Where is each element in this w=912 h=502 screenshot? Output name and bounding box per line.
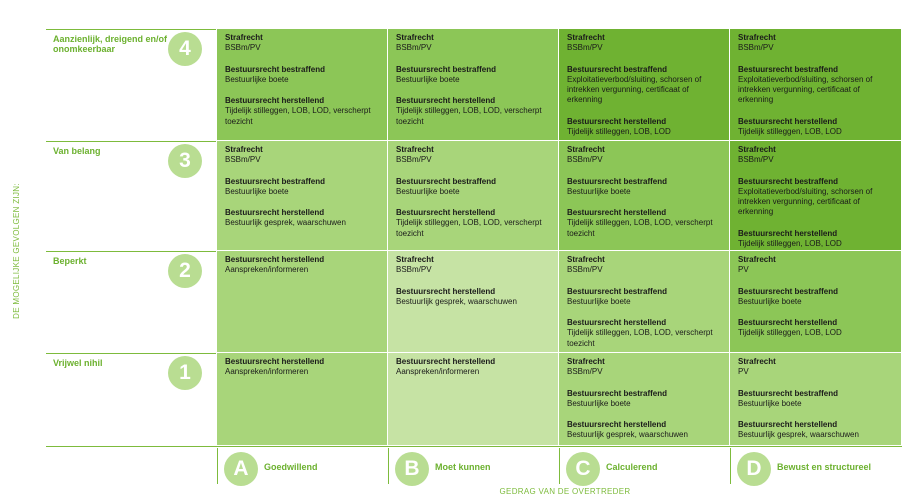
matrix-cell (730, 29, 902, 141)
matrix-cell (559, 29, 730, 141)
measure-block (567, 255, 723, 276)
measure-heading: Strafrecht (738, 145, 776, 154)
measure-block (225, 65, 381, 86)
measure-detail: BSBm/PV (396, 155, 432, 165)
matrix-cell (388, 141, 559, 251)
measure-detail: Aanspreken/informeren (225, 265, 309, 275)
measure-heading: Bestuursrecht bestraffend (567, 176, 668, 186)
measure-detail: Tijdelijk stilleggen, LOB, LOD, verscherpt toezicht (567, 328, 713, 348)
measure-detail: Aanspreken/informeren (396, 367, 480, 377)
matrix-cell (730, 353, 902, 446)
measure-heading: Strafrecht (738, 357, 776, 366)
measure-block (396, 33, 552, 54)
measure-block (567, 318, 723, 349)
measure-detail: Bestuurlijk gesprek, waarschuwen (738, 430, 859, 440)
measure-heading: Bestuursrecht herstellend (738, 228, 838, 238)
measure-detail: Bestuurlijke boete (225, 74, 289, 84)
measure-heading: Bestuursrecht herstellend (396, 357, 496, 366)
measure-detail: Bestuurlijke boete (567, 186, 631, 196)
level-badge: 1 (168, 356, 202, 390)
measure-detail: BSBm/PV (567, 367, 603, 377)
measure-heading: Bestuursrecht bestraffend (225, 64, 326, 74)
measure-block (396, 96, 552, 127)
row-head-1 (46, 353, 216, 447)
measure-block (396, 177, 552, 198)
measure-detail: Tijdelijk stilleggen, LOB, LOD, verscherpt toezicht (567, 218, 713, 238)
measure-detail: PV (738, 367, 749, 377)
level-badge: 2 (168, 254, 202, 288)
measure-heading: Bestuursrecht bestraffend (738, 388, 839, 398)
measure-heading: Strafrecht (567, 255, 605, 264)
column-label: Bewust en structureel (777, 462, 872, 472)
row-label: Vrijwel nihil (53, 358, 103, 368)
measure-detail: Exploitatieverbod/sluiting, schorsen of intrekken vergunning, certificaat of erkenning (567, 74, 702, 105)
matrix-cell (730, 141, 902, 251)
measure-detail: Bestuurlijke boete (567, 296, 631, 306)
measure-block (225, 33, 381, 54)
measure-heading: Bestuursrecht herstellend (396, 208, 496, 218)
measure-heading: Bestuursrecht herstellend (567, 420, 667, 430)
measure-block (738, 357, 895, 378)
measure-block (738, 389, 895, 410)
measure-block (567, 145, 723, 166)
measure-detail: BSBm/PV (738, 43, 774, 53)
row-head-3 (46, 141, 216, 252)
measure-detail: Bestuurlijke boete (738, 296, 802, 306)
level-badge: 4 (168, 32, 202, 66)
measure-heading: Strafrecht (567, 145, 605, 154)
column-label: Calculerend (606, 462, 658, 472)
measure-detail: Tijdelijk stilleggen, LOB, LOD (738, 239, 842, 249)
measure-block (567, 208, 723, 239)
measure-block (225, 208, 381, 229)
measure-block (396, 65, 552, 86)
matrix-cell (217, 141, 388, 251)
measure-heading: Strafrecht (567, 33, 605, 42)
matrix-cell (559, 251, 730, 353)
sanction-matrix (217, 29, 902, 446)
measure-block (738, 229, 895, 250)
row-head-2 (46, 251, 216, 354)
measure-detail: Tijdelijk stilleggen, LOB, LOD, verscherpt toezicht (225, 106, 371, 126)
level-badge: 3 (168, 144, 202, 178)
measure-block (567, 287, 723, 308)
measure-block (567, 65, 723, 106)
measure-block (567, 33, 723, 54)
row-label: Beperkt (53, 256, 87, 266)
measure-detail: Bestuurlijk gesprek, waarschuwen (567, 430, 688, 440)
measure-block (225, 96, 381, 127)
measure-heading: Strafrecht (738, 33, 776, 42)
y-axis-label: DE MOGELIJKE GEVOLGEN ZIJN: (12, 183, 21, 319)
matrix-cell (217, 251, 388, 353)
measure-heading: Bestuursrecht bestraffend (396, 64, 497, 74)
matrix-cell (217, 29, 388, 141)
col-head-d (730, 448, 902, 484)
measure-heading: Bestuursrecht herstellend (567, 318, 667, 328)
measure-heading: Bestuursrecht bestraffend (738, 286, 839, 296)
measure-detail: Bestuurlijke boete (567, 398, 631, 408)
matrix-cell (388, 353, 559, 446)
measure-detail: Bestuurlijk gesprek, waarschuwen (396, 296, 517, 306)
measure-block (738, 65, 895, 106)
matrix-cell (559, 141, 730, 251)
measure-detail: BSBm/PV (738, 155, 774, 165)
measure-block (738, 420, 895, 441)
measure-block (396, 357, 552, 378)
measure-detail: Bestuurlijke boete (396, 186, 460, 196)
measure-block (396, 208, 552, 239)
measure-heading: Bestuursrecht herstellend (567, 116, 667, 126)
measure-block (567, 357, 723, 378)
measure-heading: Bestuursrecht herstellend (738, 420, 838, 430)
measure-heading: Bestuursrecht herstellend (225, 357, 325, 366)
measure-detail: Tijdelijk stilleggen, LOB, LOD, verscherpt toezicht (396, 218, 542, 238)
x-axis-label: GEDRAG VAN DE OVERTREDER (499, 487, 631, 496)
column-label: Goedwillend (264, 462, 318, 472)
column-badge: D (737, 452, 771, 486)
measure-detail: BSBm/PV (567, 265, 603, 275)
column-label: Moet kunnen (435, 462, 491, 472)
measure-block (225, 357, 381, 378)
measure-heading: Bestuursrecht bestraffend (567, 286, 668, 296)
matrix-cell (730, 251, 902, 353)
measure-block (567, 420, 723, 441)
col-head-c (559, 448, 731, 484)
measure-heading: Bestuursrecht bestraffend (567, 388, 668, 398)
measure-block (738, 33, 895, 54)
measure-detail: Tijdelijk stilleggen, LOB, LOD, verscherpt toezicht (396, 106, 542, 126)
matrix-cell (388, 29, 559, 141)
measure-detail: BSBm/PV (567, 155, 603, 165)
measure-block (396, 287, 552, 308)
measure-block (738, 145, 895, 166)
measure-heading: Bestuursrecht herstellend (225, 96, 325, 106)
row-label: Van belang (53, 146, 101, 156)
col-head-b (388, 448, 560, 484)
measure-heading: Bestuursrecht herstellend (225, 208, 325, 218)
measure-block (567, 117, 723, 138)
measure-block (738, 117, 895, 138)
measure-detail: Tijdelijk stilleggen, LOB, LOD (567, 127, 671, 137)
measure-detail: Aanspreken/informeren (225, 367, 309, 377)
measure-heading: Bestuursrecht herstellend (738, 116, 838, 126)
matrix-cell (559, 353, 730, 446)
column-badge: C (566, 452, 600, 486)
measure-heading: Strafrecht (738, 255, 776, 264)
measure-block (738, 255, 895, 276)
measure-detail: Bestuurlijke boete (738, 398, 802, 408)
measure-detail: Tijdelijk stilleggen, LOB, LOD (738, 127, 842, 137)
baseline (46, 446, 902, 447)
measure-heading: Strafrecht (396, 33, 434, 42)
measure-block (396, 145, 552, 166)
measure-detail: BSBm/PV (396, 43, 432, 53)
measure-block (738, 177, 895, 218)
column-badge: B (395, 452, 429, 486)
measure-detail: Tijdelijk stilleggen, LOB, LOD (738, 328, 842, 338)
measure-block (225, 177, 381, 198)
measure-block (396, 255, 552, 276)
measure-heading: Bestuursrecht herstellend (396, 286, 496, 296)
measure-block (567, 389, 723, 410)
column-badge: A (224, 452, 258, 486)
measure-detail: BSBm/PV (225, 43, 261, 53)
measure-detail: Bestuurlijke boete (396, 74, 460, 84)
measure-heading: Strafrecht (396, 145, 434, 154)
matrix-cell (388, 251, 559, 353)
measure-heading: Strafrecht (567, 357, 605, 366)
col-head-a (217, 448, 389, 484)
measure-detail: BSBm/PV (225, 155, 261, 165)
row-label: Aanzienlijk, dreigend en/of onomkeerbaar (53, 34, 168, 54)
measure-detail: Bestuurlijke boete (225, 186, 289, 196)
measure-heading: Strafrecht (225, 145, 263, 154)
measure-heading: Bestuursrecht herstellend (738, 318, 838, 328)
measure-heading: Bestuursrecht herstellend (567, 208, 667, 218)
measure-detail: Exploitatieverbod/sluiting, schorsen of intrekken vergunning, certificaat of erkenning (738, 74, 873, 105)
measure-block (225, 255, 381, 276)
measure-block (225, 145, 381, 166)
measure-block (738, 318, 895, 339)
measure-heading: Bestuursrecht herstellend (225, 255, 325, 264)
measure-heading: Strafrecht (396, 255, 434, 264)
measure-block (567, 177, 723, 198)
matrix-cell (217, 353, 388, 446)
measure-heading: Bestuursrecht bestraffend (738, 64, 839, 74)
measure-block (738, 287, 895, 308)
measure-heading: Bestuursrecht bestraffend (567, 64, 668, 74)
measure-heading: Bestuursrecht bestraffend (738, 176, 839, 186)
measure-heading: Bestuursrecht bestraffend (225, 176, 326, 186)
measure-detail: BSBm/PV (567, 43, 603, 53)
measure-heading: Strafrecht (225, 33, 263, 42)
measure-detail: BSBm/PV (396, 265, 432, 275)
measure-detail: Exploitatieverbod/sluiting, schorsen of intrekken vergunning, certificaat of erkenning (738, 186, 873, 217)
measure-heading: Bestuursrecht bestraffend (396, 176, 497, 186)
measure-heading: Bestuursrecht herstellend (396, 96, 496, 106)
measure-detail: PV (738, 265, 749, 275)
measure-detail: Bestuurlijk gesprek, waarschuwen (225, 218, 346, 228)
row-head-4 (46, 29, 216, 142)
